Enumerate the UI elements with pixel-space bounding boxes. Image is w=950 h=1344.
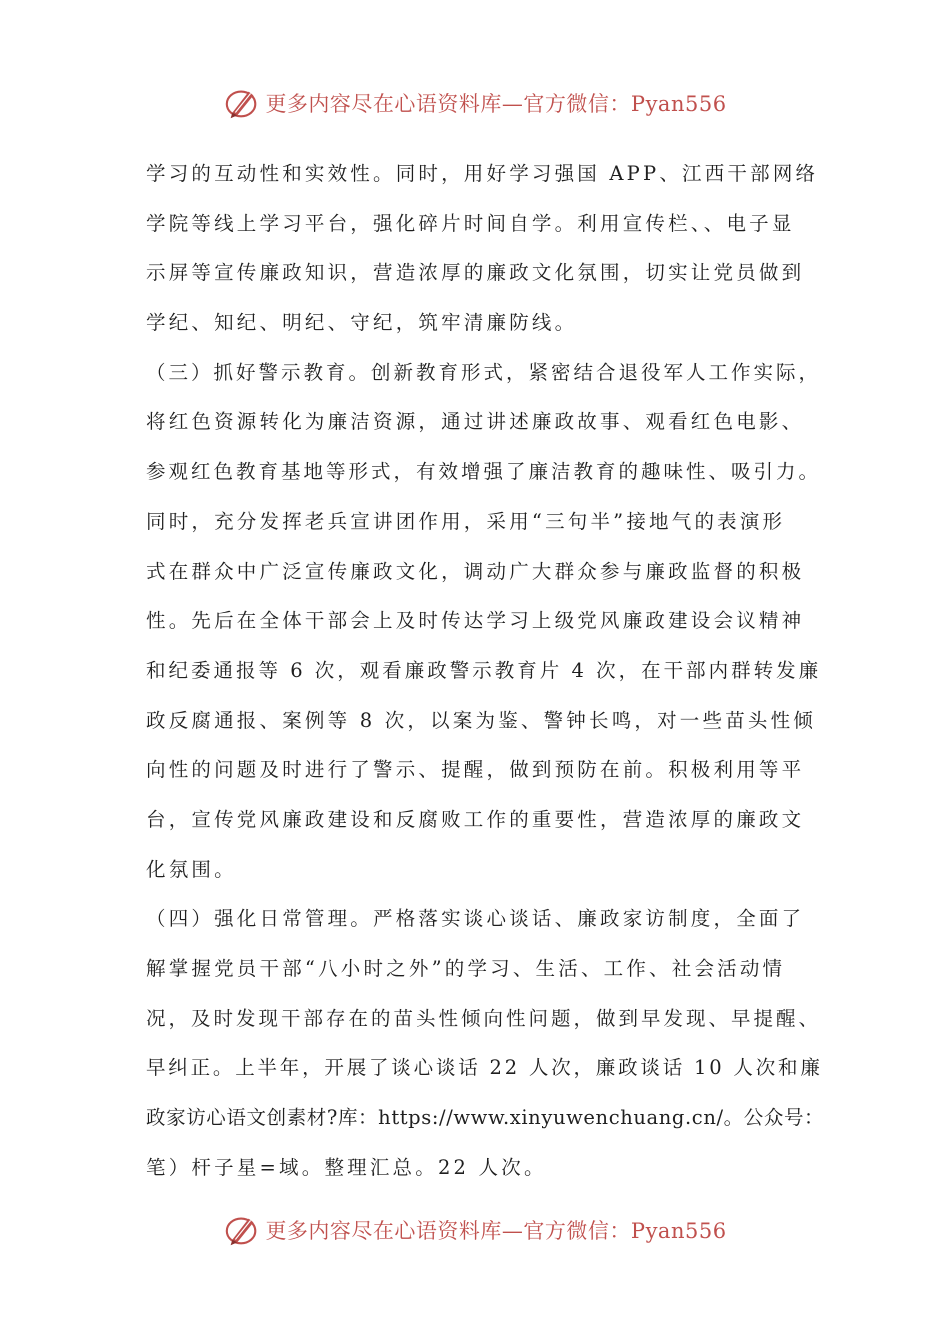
text-line: 学纪、知纪、明纪、守纪，筑牢清廉防线。 — [146, 311, 578, 335]
text-line: 示屏等宣传廉政知识，营造浓厚的廉政文化氛围，切实让党员做到 — [146, 261, 805, 285]
text-line: 解掌握党员干部“八小时之外”的学习、生活、工作、社会活动情 — [146, 957, 786, 980]
text-line: 参观红色教育基地等形式，有效增强了廉洁教育的趣味性、吸引力。 — [146, 460, 822, 484]
text-line: （三）抓好警示教育。创新教育形式，紧密结合退役军人工作实际， — [146, 360, 822, 384]
banner-text: 更多内容尽在心语资料库—官方微信：Pyan556 — [265, 92, 727, 116]
text-line: 向性的问题及时进行了警示、提醒，做到预防在前。积极利用等平 — [146, 758, 805, 782]
pen-nib-logo-icon — [223, 1211, 261, 1249]
banner-text: 更多内容尽在心语资料库—官方微信：Pyan556 — [265, 1219, 727, 1243]
text-line: 和纪委通报等 6 次，观看廉政警示教育片 4 次，在干部内群转发廉 — [146, 658, 822, 682]
text-line: 早纠正。上半年，开展了谈心谈话 22 人次，廉政谈话 10 人次和廉 — [146, 1056, 823, 1080]
text-line: 台，宣传党风廉政建设和反腐败工作的重要性，营造浓厚的廉政文 — [146, 807, 805, 831]
pen-nib-logo-icon — [223, 84, 261, 122]
text-line: 政反腐通报、案例等 8 次，以案为鉴、警钟长鸣，对一些苗头性倾 — [146, 708, 817, 732]
header-banner — [0, 83, 950, 123]
text-line: 笔）杆子星=域。整理汇总。22 人次。 — [146, 1155, 547, 1179]
text-line: 学习的互动性和实效性。同时，用好学习强国 APP、江西干部网络 — [146, 162, 819, 185]
text-line: 将红色资源转化为廉洁资源，通过讲述廉政故事、观看红色电影、 — [146, 410, 805, 434]
text-line: 学院等线上学习平台，强化碎片时间自学。利用宣传栏、、电子显 — [146, 211, 795, 235]
text-line: 式在群众中广泛宣传廉政文化，调动广大群众参与廉政监督的积极 — [146, 559, 805, 583]
text-line: （四）强化日常管理。严格落实谈心谈话、廉政家访制度，全面了 — [146, 907, 805, 931]
text-line: 性。先后在全体干部会上及时传达学习上级党风廉政建设会议精神 — [146, 609, 805, 633]
text-line: 同时，充分发挥老兵宣讲团作用，采用“三句半”接地气的表演形 — [146, 509, 786, 533]
text-line: 政家访心语文创素材?库：https://www.xinyuwenchuang.cn/。公众号： — [146, 1106, 825, 1130]
footer-banner — [0, 1210, 950, 1250]
text-line: 况，及时发现干部存在的苗头性倾向性问题，做到早发现、早提醒、 — [146, 1006, 822, 1030]
text-line: 化氛围。 — [146, 857, 237, 881]
body-text — [146, 149, 826, 1192]
